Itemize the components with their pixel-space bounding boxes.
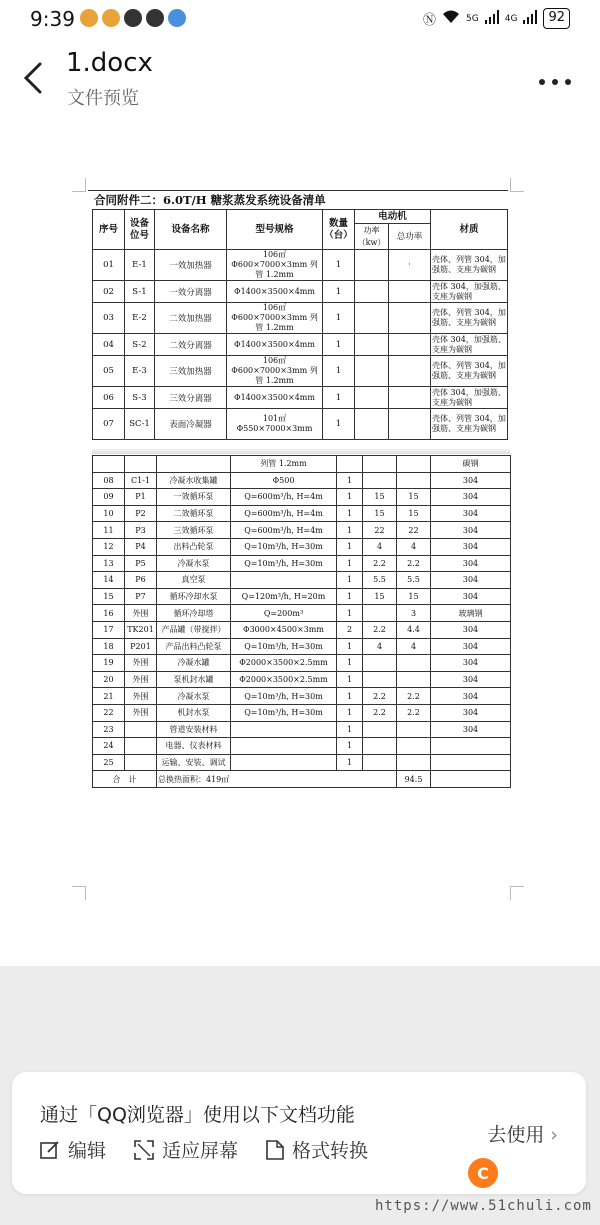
table-cell — [431, 754, 511, 771]
table-cell: 4 — [397, 638, 431, 655]
table-cell: 壳体、列管 304，加强筋、支座为碳钢 — [431, 250, 508, 281]
table-row — [93, 738, 511, 755]
format-convert-label: 格式转换 — [292, 1140, 369, 1162]
table-cell: 壳体 304，加强筋、支座为碳钢 — [432, 387, 506, 407]
table-cell: 15 — [363, 588, 397, 605]
table-row — [93, 655, 511, 672]
table-cell: P7 — [125, 588, 157, 605]
table-header-row — [93, 210, 508, 224]
table-row — [93, 721, 511, 738]
wifi-icon — [442, 10, 460, 28]
table-cell: 4 — [363, 538, 397, 555]
table-cell: 循环冷却水泵 — [157, 588, 231, 605]
table-row — [93, 281, 508, 303]
browser-icon — [168, 9, 186, 27]
table-cell: 一效循环泵 — [157, 489, 231, 506]
table-cell: 106㎡ Φ600×7000×3mm 列管 1.2mm — [227, 356, 323, 387]
table-cell: 1 — [323, 334, 355, 356]
table-cell: 04 — [93, 334, 125, 356]
chevron-left-icon — [20, 60, 50, 96]
table-cell: Q=200m³ — [231, 605, 337, 622]
table-cell: 1 — [337, 638, 363, 655]
equipment-table-part2 — [92, 455, 511, 788]
table-cell — [389, 303, 431, 334]
table-cell: Φ1400×3500×4mm — [227, 334, 323, 356]
table-cell: 1 — [337, 555, 363, 572]
table-cell: 22 — [397, 522, 431, 539]
table-cell: Q=120m³/h, H=20m — [231, 588, 337, 605]
table-cell: 05 — [93, 356, 125, 387]
table-cell: 三效循环泵 — [157, 522, 231, 539]
table-cell: 冷凝水泵 — [157, 688, 231, 705]
table-cell: E-3 — [125, 356, 155, 387]
header-cell: 总功率 — [389, 224, 431, 250]
table-row — [93, 621, 511, 638]
table-cell: S-2 — [125, 334, 155, 356]
table-cell: 二效加热器 — [155, 303, 227, 334]
table-cell: 13 — [93, 555, 125, 572]
table-cell: 三效加热器 — [155, 356, 227, 387]
table-row — [93, 387, 508, 409]
go-use-button[interactable] — [487, 1120, 558, 1147]
status-bar — [0, 0, 600, 38]
table-cell: 304 — [431, 621, 511, 638]
table-cell: 壳体、列管 304，加强筋、支座为碳钢 — [431, 356, 508, 387]
total-power: 94.5 — [397, 771, 431, 788]
table-cell — [363, 738, 397, 755]
table-cell: 304 — [431, 638, 511, 655]
table-cell — [389, 356, 431, 387]
table-cell: Φ500 — [231, 472, 337, 489]
table-cell: 304 — [431, 688, 511, 705]
table-cell: 21 — [93, 688, 125, 705]
table-cell — [397, 738, 431, 755]
table-cell: P1 — [125, 489, 157, 506]
table-cell: 1 — [337, 572, 363, 589]
table-row — [93, 538, 511, 555]
table-cell: 2.2 — [363, 704, 397, 721]
table-cell: 管道安装材料 — [157, 721, 231, 738]
table-cell: Q=600m³/h, H=4m — [231, 505, 337, 522]
table-cell: 07 — [93, 409, 125, 440]
table-cell: E-2 — [125, 303, 155, 334]
table-cell: 1 — [337, 754, 363, 771]
header-cell: 电动机 — [355, 210, 431, 224]
nfc-icon: Ⓝ — [423, 13, 437, 28]
table-cell: 4 — [363, 638, 397, 655]
chevron-right-icon: › — [550, 1124, 558, 1146]
table-cell: 1 — [337, 489, 363, 506]
table-cell — [431, 771, 511, 788]
table-row — [93, 409, 508, 440]
table-cell: · — [389, 250, 431, 281]
table-cell — [125, 738, 157, 755]
table-row — [93, 704, 511, 721]
table-cell: S-3 — [125, 387, 155, 409]
table-cell: 外围 — [125, 688, 157, 705]
table-cell — [389, 387, 431, 409]
table-cell: 22 — [363, 522, 397, 539]
table-cell: 18 — [93, 638, 125, 655]
table-cell: 22 — [93, 704, 125, 721]
table-cell: 304 — [431, 489, 511, 506]
status-right — [423, 8, 570, 29]
table-cell: P3 — [125, 522, 157, 539]
table-cell: 09 — [93, 489, 125, 506]
table-cell: 冷凝水罐 — [157, 655, 231, 672]
table-cell: 02 — [93, 281, 125, 303]
table-cell: 1 — [323, 409, 355, 440]
table-cell: 15 — [397, 588, 431, 605]
table-cell: 二效分离器 — [155, 334, 227, 356]
table-cell: 03 — [93, 303, 125, 334]
table-cell: P6 — [125, 572, 157, 589]
table-cell: 2.2 — [363, 621, 397, 638]
chat-icon — [146, 9, 164, 27]
table-cell: 304 — [431, 721, 511, 738]
table-cell: 01 — [93, 250, 125, 281]
table-cell: 106㎡ Φ600×7000×3mm 列管 1.2mm — [227, 303, 323, 334]
table-cell: C1-1 — [125, 472, 157, 489]
table-cell: Q=10m³/h, H=30m — [231, 688, 337, 705]
page-corner-mark — [72, 178, 86, 192]
edit-action[interactable] — [40, 1136, 106, 1163]
table-cell: 1 — [323, 387, 355, 409]
table-cell: 16 — [93, 605, 125, 622]
fit-screen-label: 适应屏幕 — [162, 1140, 239, 1162]
table-cell: 3 — [397, 605, 431, 622]
table-cell: 二效循环泵 — [157, 505, 231, 522]
table-row — [93, 505, 511, 522]
format-convert-action[interactable] — [266, 1136, 368, 1163]
status-time: 9:39 — [30, 7, 75, 31]
table-cell — [125, 754, 157, 771]
table-cell: 列管 1.2mm — [231, 456, 337, 473]
table-cell: 304 — [431, 655, 511, 672]
table-cell: 06 — [93, 387, 125, 409]
promo-text: 通过「QQ浏览器」使用以下文档功能 — [40, 1104, 355, 1126]
table-cell: 2.2 — [363, 555, 397, 572]
table-cell — [363, 754, 397, 771]
weibo-icon — [102, 9, 120, 27]
table-cell: 1 — [337, 688, 363, 705]
header-cell: 设备名称 — [155, 210, 227, 250]
table-cell: 泵机封水罐 — [157, 671, 231, 688]
table-cell — [157, 456, 231, 473]
scan-edge — [92, 449, 510, 454]
table-cell: Φ2000×3500×2.5mm — [231, 671, 337, 688]
table-cell: 304 — [431, 704, 511, 721]
fit-screen-icon — [134, 1140, 154, 1160]
table-cell: 1 — [337, 472, 363, 489]
table-cell — [397, 456, 431, 473]
table-cell: 101㎡ Φ550×7000×3mm — [227, 409, 323, 440]
table-cell: 4.4 — [397, 621, 431, 638]
more-icon — [538, 78, 572, 86]
table-cell: TK201 — [125, 621, 157, 638]
table-cell: 08 — [93, 472, 125, 489]
header-cell: 数量（台） — [323, 210, 355, 250]
page-corner-mark — [72, 886, 86, 900]
table-row — [93, 572, 511, 589]
table-cell: 304 — [431, 505, 511, 522]
table-cell — [231, 572, 337, 589]
table-cell: P4 — [125, 538, 157, 555]
table-row — [93, 671, 511, 688]
table-cell: 12 — [93, 538, 125, 555]
watermark: https://www.51chuli.com — [375, 1198, 592, 1214]
fit-screen-action[interactable] — [134, 1136, 238, 1163]
table-cell: 15 — [363, 489, 397, 506]
table-cell: P5 — [125, 555, 157, 572]
table-cell: 11 — [93, 522, 125, 539]
table-cell: Φ1400×3500×4mm — [227, 281, 323, 303]
table-cell: 304 — [431, 555, 511, 572]
table-cell: 5.5 — [363, 572, 397, 589]
table-cell: 2.2 — [397, 688, 431, 705]
table-cell — [125, 456, 157, 473]
page-title: 1.docx — [66, 48, 153, 78]
total-label: 合 计 — [93, 771, 157, 788]
table-cell — [363, 655, 397, 672]
table-cell — [355, 303, 389, 334]
table-cell: E-1 — [125, 250, 155, 281]
table-cell: 循环冷却塔 — [157, 605, 231, 622]
table-cell: 外围 — [125, 671, 157, 688]
table-cell: 1 — [337, 655, 363, 672]
table-cell: Φ2000×3500×2.5mm — [231, 655, 337, 672]
table-cell — [355, 409, 389, 440]
table-cell: 外围 — [125, 704, 157, 721]
table-cell: 产品出料凸轮泵 — [157, 638, 231, 655]
table-cell: 1 — [337, 738, 363, 755]
file-convert-icon — [266, 1140, 284, 1160]
document-rule — [88, 190, 508, 191]
table-cell: 2.2 — [363, 688, 397, 705]
table-row — [93, 605, 511, 622]
table-cell — [355, 334, 389, 356]
table-cell: Q=10m³/h, H=30m — [231, 538, 337, 555]
table-cell: 2 — [337, 621, 363, 638]
table-cell: 电器、仪表材料 — [157, 738, 231, 755]
total-area: 总换热面积：419㎡ — [157, 771, 397, 788]
table-cell: P2 — [125, 505, 157, 522]
table-cell: 1 — [337, 505, 363, 522]
table-cell: 1 — [337, 605, 363, 622]
header-cell: 序号 — [93, 210, 125, 250]
table-cell: 1 — [323, 250, 355, 281]
promo-actions — [40, 1136, 368, 1163]
table-cell: 1 — [337, 704, 363, 721]
page-corner-mark — [510, 886, 524, 900]
table-cell — [231, 754, 337, 771]
table-total-row — [93, 771, 511, 788]
table-cell: 运输、安装、调试 — [157, 754, 231, 771]
table-cell — [355, 387, 389, 409]
table-row — [93, 456, 511, 473]
page-corner-mark — [510, 178, 524, 192]
table-cell: 19 — [93, 655, 125, 672]
table-cell: 15 — [397, 505, 431, 522]
table-row — [93, 303, 508, 334]
table-cell: 2.2 — [397, 555, 431, 572]
table-cell — [337, 456, 363, 473]
table-cell — [355, 281, 389, 303]
table-cell — [125, 721, 157, 738]
table-cell: 碳钢 — [431, 456, 511, 473]
table-cell — [397, 721, 431, 738]
table-cell: Q=600m³/h, H=4m — [231, 489, 337, 506]
table-cell: Q=10m³/h, H=30m — [231, 638, 337, 655]
table-cell: 304 — [431, 538, 511, 555]
table-cell — [389, 281, 431, 303]
table-cell — [397, 655, 431, 672]
table-row — [93, 555, 511, 572]
table-cell: 304 — [431, 588, 511, 605]
equipment-table-part1 — [92, 209, 508, 440]
table-cell: Φ1400×3500×4mm — [227, 387, 323, 409]
table-cell: 外围 — [125, 605, 157, 622]
table-cell: 304 — [431, 522, 511, 539]
signal-4g: 4G — [504, 13, 518, 24]
table-cell: 10 — [93, 505, 125, 522]
qq-browser-promo-card — [12, 1072, 586, 1194]
table-row — [93, 522, 511, 539]
table-cell: 机封水泵 — [157, 704, 231, 721]
table-cell — [355, 250, 389, 281]
table-row — [93, 688, 511, 705]
table-row — [93, 588, 511, 605]
weibo-icon — [80, 9, 98, 27]
header-cell: 功率（kw） — [355, 224, 389, 250]
header-cell: 设备位号 — [125, 210, 155, 250]
table-cell: 15 — [363, 505, 397, 522]
table-cell: 14 — [93, 572, 125, 589]
signal-bars-icon — [485, 10, 499, 28]
table-cell: 304 — [431, 472, 511, 489]
table-cell: 24 — [93, 738, 125, 755]
back-button[interactable] — [20, 60, 50, 96]
table-cell — [363, 671, 397, 688]
table-cell: 1 — [337, 721, 363, 738]
table-cell: 产品罐（带搅拌） — [157, 621, 231, 638]
table-cell: Φ3000×4500×3mm — [231, 621, 337, 638]
table-cell — [363, 605, 397, 622]
table-cell: 表面冷凝器 — [155, 409, 227, 440]
table-cell: 4 — [397, 538, 431, 555]
table-cell — [389, 334, 431, 356]
table-cell — [355, 356, 389, 387]
table-cell — [231, 721, 337, 738]
table-cell: 1 — [337, 671, 363, 688]
table-cell: 外围 — [125, 655, 157, 672]
page-subtitle: 文件预览 — [67, 88, 139, 109]
table-cell: Q=10m³/h, H=30m — [231, 555, 337, 572]
table-row — [93, 334, 508, 356]
table-cell: 1 — [323, 281, 355, 303]
table-cell — [93, 456, 125, 473]
table-cell: 25 — [93, 754, 125, 771]
table-cell: 壳体、列管 304，加强筋、支座为碳钢 — [431, 409, 508, 440]
signal-5g: 5G — [466, 13, 479, 24]
edit-label: 编辑 — [68, 1140, 107, 1162]
table-cell: 一效分离器 — [155, 281, 227, 303]
table-cell — [397, 671, 431, 688]
table-row — [93, 250, 508, 281]
table-cell: 冷凝水泵 — [157, 555, 231, 572]
table-cell: 106㎡ Φ600×7000×3mm 列管 1.2mm — [227, 250, 323, 281]
table-cell: 壳体、列管 304，加强筋、支座为碳钢 — [431, 303, 508, 334]
table-cell: 15 — [397, 489, 431, 506]
table-row — [93, 472, 511, 489]
table-cell: 1 — [337, 538, 363, 555]
table-cell: Q=10m³/h, H=30m — [231, 704, 337, 721]
table-cell: P201 — [125, 638, 157, 655]
table-cell: Q=600m³/h, H=4m — [231, 522, 337, 539]
table-cell — [363, 456, 397, 473]
notification-icons — [80, 9, 186, 27]
table-cell: 出料凸轮泵 — [157, 538, 231, 555]
app-header — [0, 38, 600, 118]
table-cell: S-1 — [125, 281, 155, 303]
table-cell — [363, 472, 397, 489]
table-row — [93, 489, 511, 506]
table-cell: 1 — [323, 356, 355, 387]
table-cell — [363, 721, 397, 738]
table-cell — [397, 472, 431, 489]
table-row — [93, 356, 508, 387]
signal-bars-icon — [523, 10, 537, 28]
app-icon — [124, 9, 142, 27]
table-cell: 304 — [431, 572, 511, 589]
battery-indicator: 92 — [543, 8, 570, 29]
table-cell: 一效加热器 — [155, 250, 227, 281]
table-cell: 15 — [93, 588, 125, 605]
table-cell: 304 — [431, 671, 511, 688]
table-cell: 5.5 — [397, 572, 431, 589]
document-title: 合同附件二：6.0T/H 糖浆蒸发系统设备清单 — [94, 193, 326, 207]
table-cell: 20 — [93, 671, 125, 688]
table-cell: 1 — [323, 303, 355, 334]
table-cell: 2.2 — [397, 704, 431, 721]
table-cell: 冷凝水收集罐 — [157, 472, 231, 489]
header-cell: 型号规格 — [227, 210, 323, 250]
table-cell — [231, 738, 337, 755]
table-cell: 三效分离器 — [155, 387, 227, 409]
table-cell: 1 — [337, 588, 363, 605]
header-cell: 材质 — [431, 210, 508, 250]
c-logo-icon[interactable]: C — [468, 1158, 498, 1188]
table-row — [93, 754, 511, 771]
table-cell: 玻璃钢 — [431, 605, 511, 622]
table-row — [93, 638, 511, 655]
table-cell: 17 — [93, 621, 125, 638]
table-cell — [431, 738, 511, 755]
more-options-button[interactable] — [538, 72, 572, 86]
go-use-label: 去使用 — [487, 1124, 545, 1146]
table-cell: SC-1 — [125, 409, 155, 440]
table-cell: 1 — [337, 522, 363, 539]
table-cell: 23 — [93, 721, 125, 738]
edit-icon — [40, 1140, 60, 1160]
table-cell: 壳体 304，加强筋、支座为碳钢 — [432, 281, 506, 301]
table-cell — [389, 409, 431, 440]
table-cell — [397, 754, 431, 771]
table-cell: 真空泵 — [157, 572, 231, 589]
table-cell: 壳体 304，加强筋、支座为碳钢 — [432, 334, 506, 354]
